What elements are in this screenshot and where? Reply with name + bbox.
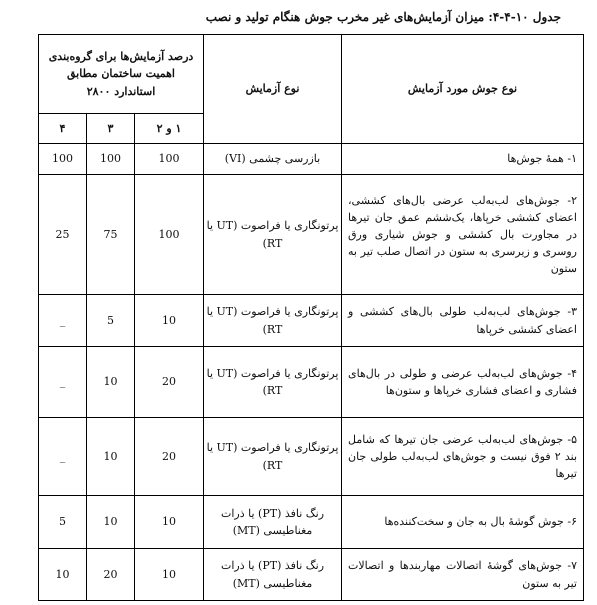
row-6-group-4: 5 xyxy=(39,496,87,549)
row-7-group-3: 20 xyxy=(87,549,135,601)
row-4-group-3: 10 xyxy=(87,347,135,418)
row-4-joint: ۴- جوش‌های لب‌به‌لب عرضی و طولی در بال‌های فشاری و اعضای فشاری خرپاها و ستون‌ها xyxy=(342,347,584,418)
row-3-joint: ۳- جوش‌های لب‌به‌لب طولی بال‌های کششی و اعضای کششی خرپاها xyxy=(342,295,584,347)
row-3-test: پرتونگاری یا فراصوت (UT یا RT) xyxy=(204,295,342,347)
row-5-group-12: 20 xyxy=(135,418,204,496)
row-6-test: رنگ نافذ (PT) یا ذرات مغناطیسی (MT) xyxy=(204,496,342,549)
row-1-group-3: 100 xyxy=(87,144,135,175)
row-4-group-4: _ xyxy=(39,347,87,418)
group-3-header: ۳ xyxy=(87,114,135,144)
row-2-group-4: 25 xyxy=(39,175,87,295)
header-row-1 xyxy=(39,35,584,114)
row-6-joint: ۶- جوش گوشهٔ بال به جان و سخت‌کننده‌ها xyxy=(342,496,584,549)
row-3-group-12: 10 xyxy=(135,295,204,347)
row-6-group-3: 10 xyxy=(87,496,135,549)
table-caption: جدول ۱۰-۴-۴: میزان آزمایش‌های غیر مخرب جوش هنگام تولید و نصب xyxy=(205,10,561,24)
row-3-group-3: 5 xyxy=(87,295,135,347)
row-7-test: رنگ نافذ (PT) یا ذرات مغناطیسی (MT) xyxy=(204,549,342,601)
percent-header: درصد آزمایش‌ها برای گروه‌بندی اهمیت ساختمان مطابق استاندارد ۲۸۰۰ xyxy=(39,35,204,114)
row-7-group-12: 10 xyxy=(135,549,204,601)
row-2-test: پرتونگاری یا فراصوت (UT یا RT) xyxy=(204,175,342,295)
row-4-test: پرتونگاری یا فراصوت (UT یا RT) xyxy=(204,347,342,418)
row-1-test: بازرسی چشمی (VI) xyxy=(204,144,342,175)
row-1-joint: ۱- همهٔ جوش‌ها xyxy=(342,144,584,175)
joint-type-header: نوع جوش مورد آزمایش xyxy=(342,35,584,144)
row-6-group-12: 10 xyxy=(135,496,204,549)
row-4-group-12: 20 xyxy=(135,347,204,418)
table-row xyxy=(39,175,584,295)
row-1-group-4: 100 xyxy=(39,144,87,175)
test-type-header: نوع آزمایش xyxy=(204,35,342,144)
table-row xyxy=(39,496,584,549)
group-12-header: ۱ و ۲ xyxy=(135,114,204,144)
row-7-joint: ۷- جوش‌های گوشهٔ اتصالات مهاربندها و اتصالات تیر به ستون xyxy=(342,549,584,601)
table-row xyxy=(39,144,584,175)
group-4-header: ۴ xyxy=(39,114,87,144)
row-2-group-12: 100 xyxy=(135,175,204,295)
table-row xyxy=(39,418,584,496)
row-2-joint: ۲- جوش‌های لب‌به‌لب عرضی بال‌های کششی، اعضای کششی خرپاها، یک‌ششم عمق جان تیرها در مجاورت بال کششی و جوش شیاری ورق روسری و زیرسری به ستون در اتصال صلب تیر به ستون xyxy=(342,175,584,295)
row-2-group-3: 75 xyxy=(87,175,135,295)
table-row xyxy=(39,347,584,418)
table-row xyxy=(39,549,584,601)
row-5-test: پرتونگاری یا فراصوت (UT یا RT) xyxy=(204,418,342,496)
row-7-group-4: 10 xyxy=(39,549,87,601)
row-5-group-4: _ xyxy=(39,418,87,496)
row-5-joint: ۵- جوش‌های لب‌به‌لب عرضی جان تیرها که شامل بند ۲ فوق نیست و جوش‌های لب‌به‌لب طولی جان تیرها xyxy=(342,418,584,496)
ndt-table xyxy=(38,34,584,601)
table-row xyxy=(39,295,584,347)
row-3-group-4: _ xyxy=(39,295,87,347)
row-1-group-12: 100 xyxy=(135,144,204,175)
row-5-group-3: 10 xyxy=(87,418,135,496)
